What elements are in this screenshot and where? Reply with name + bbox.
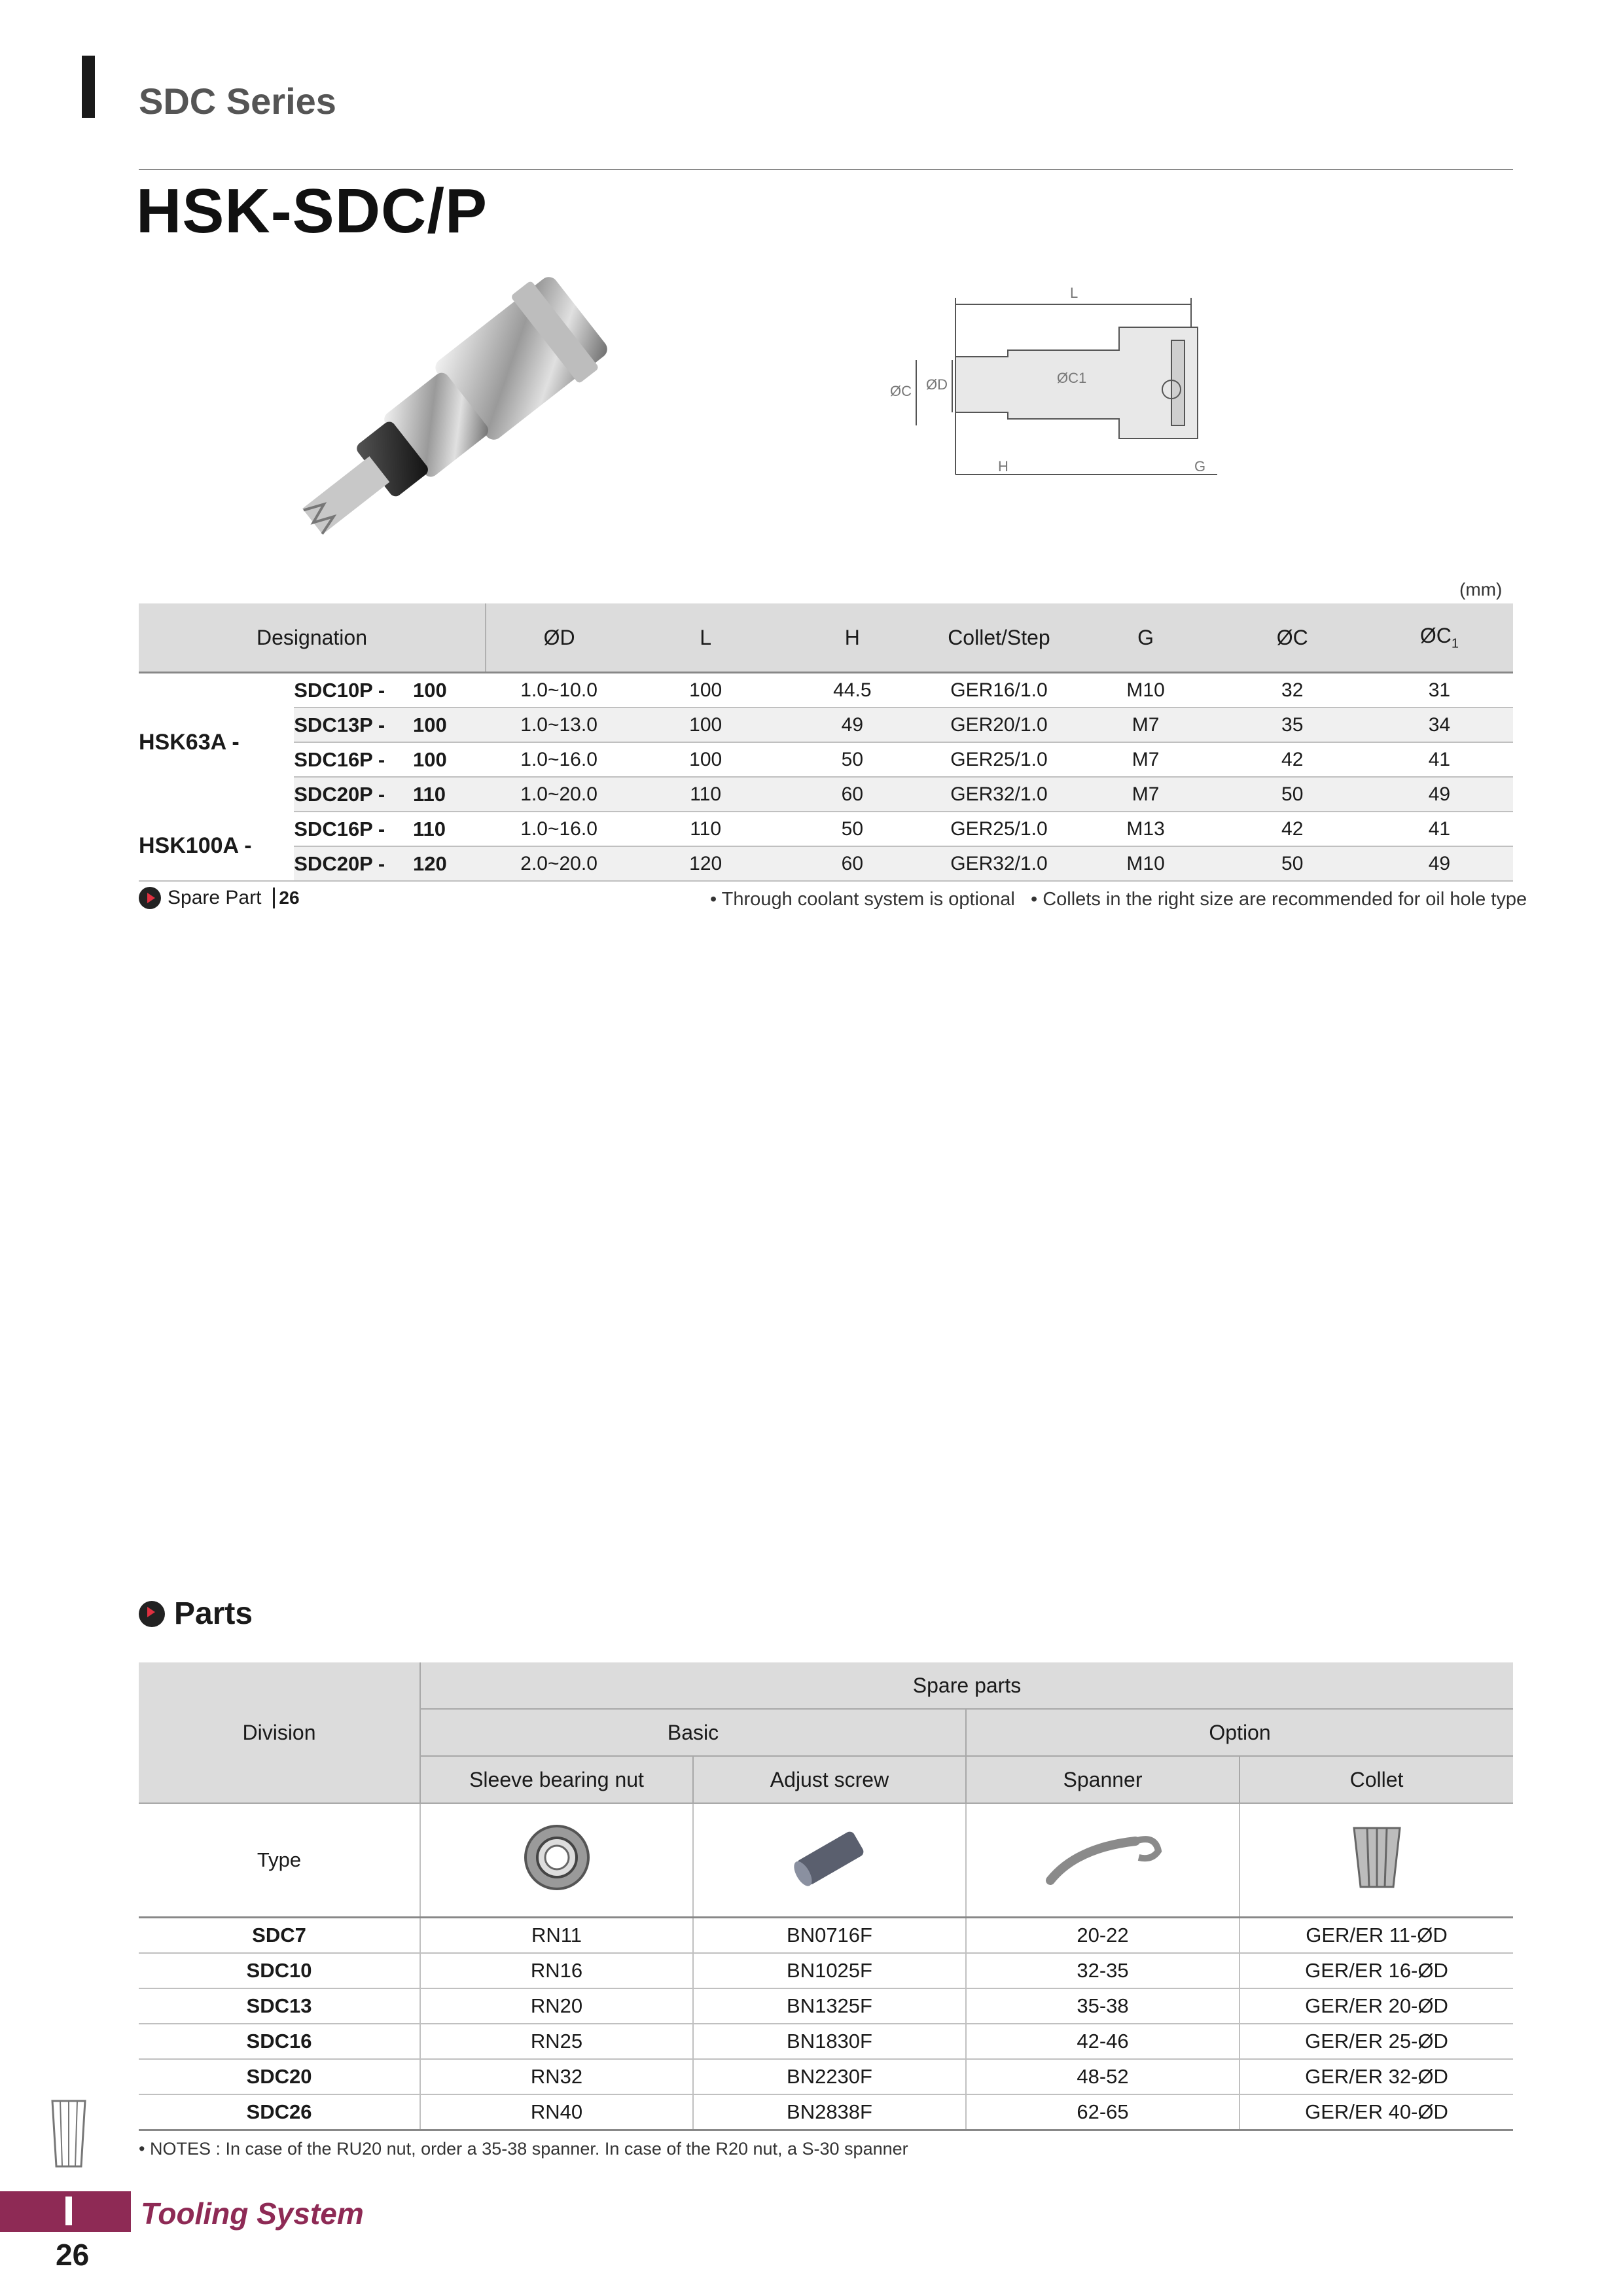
spanner-cell: 20-22 xyxy=(966,1918,1240,1954)
c1-cell: 49 xyxy=(1366,846,1513,881)
table-row xyxy=(139,777,1513,812)
collet-cell: GER32/1.0 xyxy=(925,777,1072,812)
col-h: H xyxy=(779,603,925,673)
h-cell: 50 xyxy=(779,742,925,777)
len-cell: 120 xyxy=(413,846,486,881)
collet-icon xyxy=(1338,1818,1416,1897)
nut-cell: RN11 xyxy=(420,1918,693,1954)
nut-cell: RN16 xyxy=(420,1953,693,1988)
len-cell: 100 xyxy=(413,742,486,777)
col-division: Division xyxy=(139,1662,420,1803)
arrow-circle-icon xyxy=(139,1601,165,1627)
spanner-cell: 32-35 xyxy=(966,1953,1240,1988)
l-cell: 100 xyxy=(632,742,779,777)
spanner-image xyxy=(966,1803,1240,1918)
col-spanner: Spanner xyxy=(966,1756,1240,1803)
col-collet: Collet xyxy=(1240,1756,1513,1803)
series-title: SDC Series xyxy=(139,81,336,122)
g-cell: M10 xyxy=(1073,673,1219,708)
note-coolant: • Through coolant system is optional xyxy=(710,889,1015,910)
type-cell: SDC7 xyxy=(139,1918,420,1954)
table-row xyxy=(139,846,1513,881)
spanner-cell: 35-38 xyxy=(966,1988,1240,2024)
code-cell: SDC20P - xyxy=(294,777,413,812)
collet-cell: GER25/1.0 xyxy=(925,812,1072,846)
g-cell: M10 xyxy=(1073,846,1219,881)
type-cell: SDC13 xyxy=(139,1988,420,2024)
note-collets: • Collets in the right size are recommended for oil hole type xyxy=(1031,889,1527,910)
h-cell: 60 xyxy=(779,846,925,881)
col-collet: Collet/Step xyxy=(925,603,1072,673)
nut-cell: RN40 xyxy=(420,2094,693,2130)
screw-cell: BN0716F xyxy=(693,1918,966,1954)
col-c1: $ØC_1$ xyxy=(1366,603,1513,673)
dim-label-C: ØC xyxy=(890,383,912,399)
len-cell: 110 xyxy=(413,777,486,812)
dim-label-L: L xyxy=(1070,285,1079,301)
type-cell: SDC20 xyxy=(139,2059,420,2094)
col-basic: Basic xyxy=(420,1709,966,1756)
col-option: Option xyxy=(966,1709,1513,1756)
dim-label-D: ØD xyxy=(926,376,948,393)
c-cell: 42 xyxy=(1219,812,1366,846)
type-cell: SDC26 xyxy=(139,2094,420,2130)
code-cell: SDC10P - xyxy=(294,673,413,708)
spec-table xyxy=(139,603,1513,882)
nut-icon xyxy=(521,1821,593,1893)
collet-cell: GER20/1.0 xyxy=(925,708,1072,742)
table-row xyxy=(139,673,1513,708)
col-adjust-screw: Adjust screw xyxy=(693,1756,966,1803)
col-l: L xyxy=(632,603,779,673)
l-cell: 100 xyxy=(632,673,779,708)
col-g: G xyxy=(1073,603,1219,673)
table-row xyxy=(139,1988,1513,2024)
type-cell: SDC10 xyxy=(139,1953,420,1988)
c-cell: 50 xyxy=(1219,846,1366,881)
c1-cell: 41 xyxy=(1366,812,1513,846)
collet-cell: GER/ER 20-ØD xyxy=(1240,1988,1513,2024)
parts-table xyxy=(139,1662,1513,2131)
group-label: HSK63A - xyxy=(139,730,240,755)
d-cell: 1.0~16.0 xyxy=(486,812,632,846)
c-cell: 35 xyxy=(1219,708,1366,742)
collet-cell: GER/ER 40-ØD xyxy=(1240,2094,1513,2130)
table-row xyxy=(139,2024,1513,2059)
collet-cell: GER/ER 32-ØD xyxy=(1240,2059,1513,2094)
technical-drawing xyxy=(890,278,1296,488)
d-cell: 1.0~13.0 xyxy=(486,708,632,742)
type-label: Type xyxy=(139,1803,420,1918)
spanner-cell: 62-65 xyxy=(966,2094,1240,2130)
g-cell: M7 xyxy=(1073,708,1219,742)
col-sleeve-nut: Sleeve bearing nut xyxy=(420,1756,693,1803)
col-spare-parts: Spare parts xyxy=(420,1662,1513,1709)
dim-label-G: G xyxy=(1194,458,1206,475)
screw-cell: BN1325F xyxy=(693,1988,966,2024)
col-c: ØC xyxy=(1219,603,1366,673)
len-cell: 100 xyxy=(413,673,486,708)
spare-part-label: Spare Part xyxy=(168,887,262,908)
screw-cell: BN2230F xyxy=(693,2059,966,2094)
col-designation: Designation xyxy=(139,603,486,673)
screw-icon xyxy=(784,1821,876,1893)
nut-cell: RN25 xyxy=(420,2024,693,2059)
len-cell: 110 xyxy=(413,812,486,846)
parts-heading xyxy=(139,1596,253,1632)
collet-cell: GER25/1.0 xyxy=(925,742,1072,777)
spec-header-row xyxy=(139,603,1513,673)
spare-part-page: 26 xyxy=(273,888,299,908)
type-cell: SDC16 xyxy=(139,2024,420,2059)
collet-cell: GER32/1.0 xyxy=(925,846,1072,881)
spanner-icon xyxy=(1037,1821,1168,1893)
screw-cell: BN2838F xyxy=(693,2094,966,2130)
nut-cell: RN20 xyxy=(420,1988,693,2024)
l-cell: 110 xyxy=(632,812,779,846)
h-cell: 44.5 xyxy=(779,673,925,708)
table-row xyxy=(139,708,1513,742)
g-cell: M13 xyxy=(1073,812,1219,846)
c-cell: 50 xyxy=(1219,777,1366,812)
unit-label: (mm) xyxy=(1459,579,1503,600)
page-number: 26 xyxy=(56,2238,90,2272)
c1-cell: 34 xyxy=(1366,708,1513,742)
c1-cell: 41 xyxy=(1366,742,1513,777)
code-cell: SDC20P - xyxy=(294,846,413,881)
parts-notes: • NOTES : In case of the RU20 nut, order a 35-38 spanner. In case of the R20 nut, a S-30 spanner xyxy=(139,2139,908,2159)
arrow-circle-icon xyxy=(139,887,161,909)
collet-icon xyxy=(46,2094,92,2179)
tool-holder-photo xyxy=(262,236,681,576)
footer-band xyxy=(0,2191,131,2232)
c1-cell: 49 xyxy=(1366,777,1513,812)
l-cell: 110 xyxy=(632,777,779,812)
nut-image xyxy=(420,1803,693,1918)
screw-cell: BN1025F xyxy=(693,1953,966,1988)
d-cell: 1.0~20.0 xyxy=(486,777,632,812)
l-cell: 100 xyxy=(632,708,779,742)
dim-label-H: H xyxy=(998,458,1008,475)
c1-cell: 31 xyxy=(1366,673,1513,708)
g-cell: M7 xyxy=(1073,742,1219,777)
group-label: HSK100A - xyxy=(139,812,294,881)
code-cell: SDC16P - xyxy=(294,812,413,846)
table-row xyxy=(139,2059,1513,2094)
table-row xyxy=(139,812,1513,846)
footer-section-title: Tooling System xyxy=(141,2197,364,2231)
code-cell: SDC16P - xyxy=(294,742,413,777)
spanner-cell: 42-46 xyxy=(966,2024,1240,2059)
screw-image xyxy=(693,1803,966,1918)
spare-part-link[interactable] xyxy=(139,887,300,909)
c-cell: 42 xyxy=(1219,742,1366,777)
table-row xyxy=(139,2094,1513,2130)
d-cell: 1.0~16.0 xyxy=(486,742,632,777)
dim-label-C1: ØC1 xyxy=(1057,370,1087,386)
d-cell: 2.0~20.0 xyxy=(486,846,632,881)
d-cell: 1.0~10.0 xyxy=(486,673,632,708)
g-cell: M7 xyxy=(1073,777,1219,812)
h-cell: 60 xyxy=(779,777,925,812)
nut-cell: RN32 xyxy=(420,2059,693,2094)
code-cell: SDC13P - xyxy=(294,708,413,742)
c-cell: 32 xyxy=(1219,673,1366,708)
type-image-row xyxy=(139,1803,1513,1918)
table-row xyxy=(139,1918,1513,1954)
spanner-cell: 48-52 xyxy=(966,2059,1240,2094)
h-cell: 50 xyxy=(779,812,925,846)
len-cell: 100 xyxy=(413,708,486,742)
series-marker-bar xyxy=(82,56,95,118)
parts-title: Parts xyxy=(174,1596,253,1631)
screw-cell: BN1830F xyxy=(693,2024,966,2059)
model-title: HSK-SDC/P xyxy=(136,176,488,246)
table-row xyxy=(139,1953,1513,1988)
col-d: ØD xyxy=(486,603,632,673)
l-cell: 120 xyxy=(632,846,779,881)
collet-cell: GER/ER 25-ØD xyxy=(1240,2024,1513,2059)
collet-cell: GER/ER 11-ØD xyxy=(1240,1918,1513,1954)
h-cell: 49 xyxy=(779,708,925,742)
collet-image xyxy=(1240,1803,1513,1918)
table-row xyxy=(139,742,1513,777)
collet-cell: GER/ER 16-ØD xyxy=(1240,1953,1513,1988)
header-rule xyxy=(139,169,1513,170)
collet-cell: GER16/1.0 xyxy=(925,673,1072,708)
